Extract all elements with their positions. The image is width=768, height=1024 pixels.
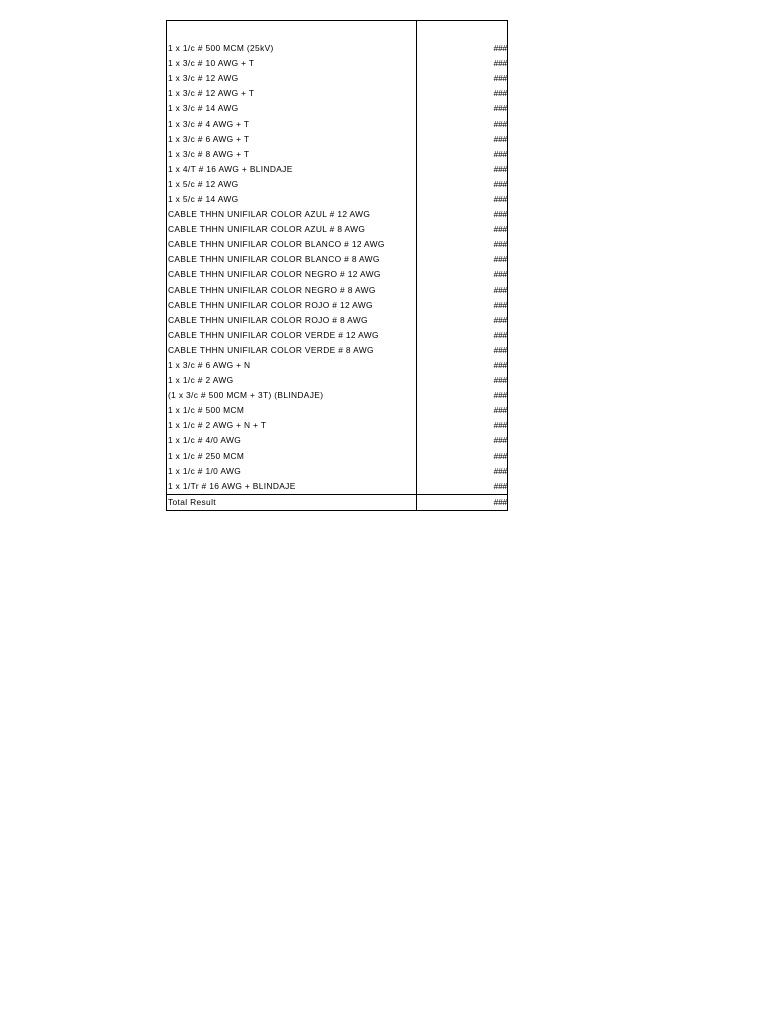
row-description: CABLE THHN UNIFILAR COLOR BLANCO # 8 AWG [168,254,380,265]
table-row [167,71,508,86]
row-description: CABLE THHN UNIFILAR COLOR NEGRO # 8 AWG [168,284,376,295]
table-row [167,101,508,116]
table-row [167,464,508,479]
row-description: CABLE THHN UNIFILAR COLOR ROJO # 12 AWG [168,299,373,310]
row-value: ### [417,343,508,358]
row-description: CABLE THHN UNIFILAR COLOR BLANCO # 12 AWG [168,239,385,250]
row-description: 1 x 1/Tr # 16 AWG + BLINDAJE [168,480,296,491]
table-row [167,449,508,464]
table-row [167,222,508,237]
row-value: ### [417,283,508,298]
table-row [167,237,508,252]
row-value: ### [417,162,508,177]
table-row [167,433,508,448]
table-row [167,162,508,177]
table-row [167,132,508,147]
row-value: ### [417,418,508,433]
table-row [167,41,508,56]
table-row [167,252,508,267]
table-row [167,177,508,192]
row-value: ### [417,86,508,101]
row-description: 1 x 3/c # 8 AWG + T [168,148,250,159]
table-row [167,192,508,207]
header-cell-description [167,21,417,42]
row-description: CABLE THHN UNIFILAR COLOR VERDE # 12 AWG [168,329,379,340]
table-row [167,283,508,298]
row-description: 1 x 1/c # 4/0 AWG [168,435,242,446]
pivot-table-body [167,21,508,511]
table-row [167,479,508,495]
row-value: ### [417,449,508,464]
table-row [167,373,508,388]
table-row [167,388,508,403]
row-description: 1 x 3/c # 4 AWG + T [168,118,250,129]
row-value: ### [417,388,508,403]
table-row [167,86,508,101]
header-row [167,21,508,42]
row-value: ### [417,464,508,479]
row-description: 1 x 5/c # 12 AWG [168,178,239,189]
row-value: ### [417,479,508,495]
table-row [167,116,508,131]
table-row [167,56,508,71]
row-value: ### [417,298,508,313]
row-description: CABLE THHN UNIFILAR COLOR VERDE # 8 AWG [168,344,374,355]
row-value: ### [417,132,508,147]
row-description: 1 x 3/c # 14 AWG [168,103,239,114]
row-description: 1 x 4/T # 16 AWG + BLINDAJE [168,163,293,174]
row-description: CABLE THHN UNIFILAR COLOR AZUL # 12 AWG [168,209,371,220]
row-description: 1 x 5/c # 14 AWG [168,193,239,204]
row-value: ### [417,358,508,373]
total-label: Total Result [167,494,417,510]
row-value: ### [417,373,508,388]
row-value: ### [417,41,508,56]
row-description: 1 x 1/c # 500 MCM [168,405,245,416]
row-description: 1 x 1/c # 1/0 AWG [168,465,242,476]
row-description: 1 x 3/c # 6 AWG + T [168,133,250,144]
row-value: ### [417,56,508,71]
row-value: ### [417,222,508,237]
header-cell-value [417,21,508,42]
row-value: ### [417,192,508,207]
total-value: ### [417,494,508,510]
row-value: ### [417,147,508,162]
row-value: ### [417,177,508,192]
row-value: ### [417,116,508,131]
table-row [167,147,508,162]
row-description: 1 x 3/c # 12 AWG [168,73,239,84]
table-row [167,403,508,418]
row-description: 1 x 1/c # 2 AWG [168,375,234,386]
row-value: ### [417,433,508,448]
row-description: 1 x 1/c # 2 AWG + N + T [168,420,267,431]
row-description: 1 x 3/c # 10 AWG + T [168,58,255,69]
row-value: ### [417,71,508,86]
row-value: ### [417,101,508,116]
table-row [167,358,508,373]
row-value: ### [417,403,508,418]
row-value: ### [417,267,508,282]
row-description: (1 x 3/c # 500 MCM + 3T) (BLINDAJE) [168,390,324,401]
table-row [167,313,508,328]
table-row [167,418,508,433]
table-row [167,298,508,313]
row-description: 1 x 3/c # 6 AWG + N [168,360,251,371]
row-description: 1 x 1/c # 250 MCM [168,450,245,461]
row-value: ### [417,237,508,252]
table-row [167,343,508,358]
row-value: ### [417,313,508,328]
row-description: 1 x 3/c # 12 AWG + T [168,88,255,99]
row-value: ### [417,328,508,343]
table-row [167,207,508,222]
row-description: CABLE THHN UNIFILAR COLOR AZUL # 8 AWG [168,224,366,235]
row-description: 1 x 1/c # 500 MCM (25kV) [168,43,274,54]
row-description: CABLE THHN UNIFILAR COLOR ROJO # 8 AWG [168,314,368,325]
row-value: ### [417,207,508,222]
table-row [167,267,508,282]
row-description: CABLE THHN UNIFILAR COLOR NEGRO # 12 AWG [168,269,381,280]
row-value: ### [417,252,508,267]
pivot-table [166,20,508,511]
table-row [167,328,508,343]
total-row [167,494,508,510]
